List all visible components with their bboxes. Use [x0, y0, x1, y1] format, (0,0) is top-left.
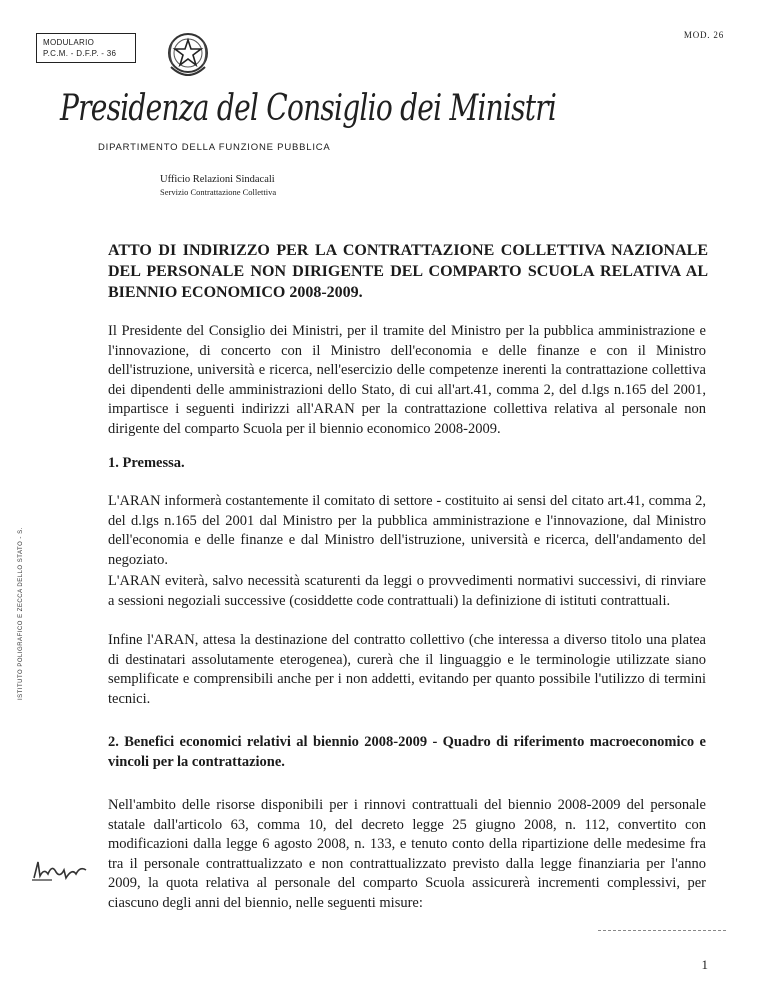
section1-paragraph-2: L'ARAN eviterà, salvo necessità scaturenti da leggi o provvedimenti normativi successivi, di rinviare a sessioni negoziali successive (cosiddette code contrattuali) la definizione di istituti contrattuali.	[108, 573, 706, 609]
printer-margin-note: ISTITUTO POLIGRAFICO E ZECCA DELLO STATO - S.	[18, 527, 24, 700]
document-title: ATTO DI INDIRIZZO PER LA CONTRATTAZIONE COLLETTIVA NAZIONALE DEL PERSONALE NON DIRIGENTE DEL COMPARTO SCUOLA RELATIVA AL BIENNIO ECONOMICO 2008-2009.	[108, 242, 708, 301]
section1-paragraph-3: Infine l'ARAN, attesa la destinazione del contratto collettivo (che interessa a diverso titolo una platea di destinatari assolutamente eterogenea), curerà che il linguaggio e le terminologie utilizzate siano semplificate e comprensibili anche per i non addetti, evitando per quanto possibile l'utilizzo di termini tecnici.	[108, 632, 706, 707]
intro-paragraph: Il Presidente del Consiglio dei Ministri, per il tramite del Ministro per la pubblica amministrazione e l'innovazione, di concerto con il Ministro dell'economia e delle finanze e con il Ministro dell'istruzione, università e ricerca, nell'esercizio delle competenze inerenti la contrattazione collettiva dei dipendenti delle amministrazioni dello Stato, di cui all'art.41, comma 2, del d.lgs n.165 del 2001, impartisce i seguenti indirizzi all'ARAN per la contrattazione collettiva relativa al personale non dirigente del comparto Scuola per il biennio economico 2008-2009.	[108, 323, 706, 437]
mod-label: MOD. 26	[683, 30, 724, 40]
signature-icon	[30, 858, 90, 884]
footer-rule	[598, 930, 726, 931]
department-name: DIPARTIMENTO DELLA FUNZIONE PUBBLICA	[98, 142, 331, 153]
form-code-line2: P.C.M. - D.F.P. - 36	[43, 49, 117, 58]
form-code-box	[36, 33, 136, 63]
form-code-line1: MODULARIO	[43, 38, 95, 47]
page-number: 1	[701, 957, 708, 972]
office-block	[160, 173, 276, 199]
section1-paragraph-1: L'ARAN informerà costantemente il comitato di settore - costituito ai sensi del citato art.41, comma 2, del d.lgs n.165 del 2001 dal Ministro per la pubblica amministrazione e l'innovazione, dal Ministro dell'economia e delle finanze e dal Ministro dell'istruzione, università e ricerca, dell'andamento del negoziato.	[108, 493, 706, 568]
institution-title: Presidenza del Consiglio dei Ministri	[60, 88, 557, 129]
italian-emblem-icon	[163, 27, 213, 83]
office-name: Ufficio Relazioni Sindacali	[160, 174, 275, 185]
section1-heading: 1. Premessa.	[108, 455, 185, 471]
section2-paragraph-1: Nell'ambito delle risorse disponibili per i rinnovi contrattuali del biennio 2008-2009 del personale statale dall'articolo 63, comma 10, del decreto legge 25 giugno 2008, n. 112, convertito con modificazioni dalla legge 6 agosto 2008, n. 133, e tenuto conto della ripartizione delle medesime fra tra il personale contrattualizzato e non contrattualizzato previsto dalla legge finanziaria per l'anno 2009, la quota relativa al personale del comparto Scuola assicurerà incrementi complessivi, per ciascuno degli anni del biennio, nelle seguenti misure:	[108, 797, 706, 911]
service-name: Servizio Contrattazione Collettiva	[160, 187, 277, 197]
section2-heading: 2. Benefici economici relativi al biennio 2008-2009 - Quadro di riferimento macroeconomico e vincoli per la contrattazione.	[108, 734, 706, 770]
